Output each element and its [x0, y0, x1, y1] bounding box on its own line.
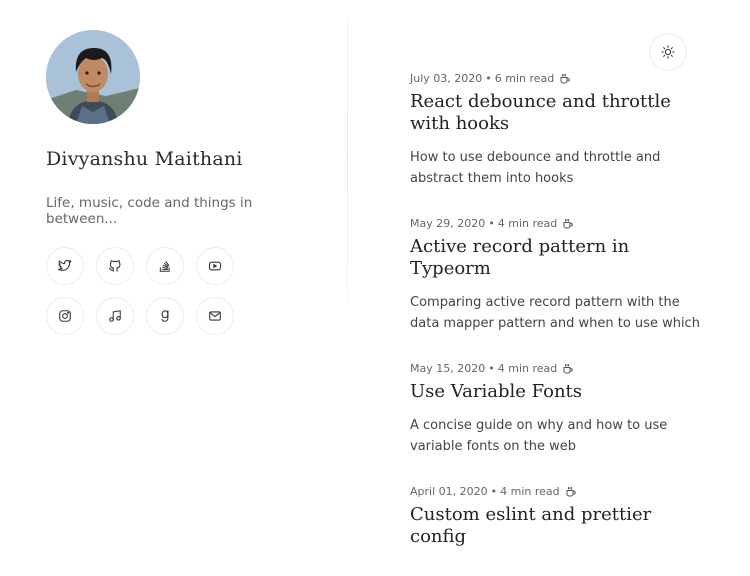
stackoverflow-link[interactable]: [146, 247, 184, 285]
github-icon: [108, 259, 122, 273]
post-read-time: 4 min read: [497, 362, 558, 375]
profile-sidebar: [46, 30, 326, 335]
sun-icon: [661, 45, 675, 59]
post-read-time: 4 min read: [497, 217, 558, 230]
coffee-cup-icon: [559, 73, 571, 85]
post-read-time: 4 min read: [500, 485, 560, 498]
post-title-link[interactable]: Use Variable Fonts: [410, 381, 583, 402]
youtube-link[interactable]: [196, 247, 234, 285]
instagram-link[interactable]: [46, 297, 84, 335]
post-title-link[interactable]: React debounce and throttle with hooks: [410, 91, 671, 134]
youtube-icon: [208, 259, 222, 273]
github-link[interactable]: [96, 247, 134, 285]
coffee-cup-icon: [562, 218, 574, 230]
mail-icon: [208, 309, 222, 323]
music-icon: [108, 309, 122, 323]
post-meta: July 03, 2020 • 6 min read: [410, 72, 700, 85]
twitter-link[interactable]: [46, 247, 84, 285]
post-item: [410, 485, 700, 548]
post-excerpt: A concise guide on why and how to use variable fonts on the web: [410, 418, 668, 454]
post-date: April 01, 2020: [410, 485, 488, 498]
post-meta: May 15, 2020 • 4 min read: [410, 362, 700, 375]
vertical-divider: [347, 18, 348, 300]
post-item: [410, 362, 700, 457]
coffee-cup-icon: [565, 486, 577, 498]
post-meta: April 01, 2020 • 4 min read: [410, 485, 700, 498]
post-meta: May 29, 2020 • 4 min read: [410, 217, 700, 230]
music-link[interactable]: [96, 297, 134, 335]
post-list: [410, 72, 700, 576]
post-title-link[interactable]: Custom eslint and prettier config: [410, 504, 652, 547]
post-date: May 15, 2020: [410, 362, 486, 375]
goodreads-icon: [158, 309, 172, 323]
social-links: [46, 247, 326, 335]
instagram-icon: [58, 309, 72, 323]
post-date: May 29, 2020: [410, 217, 486, 230]
post-read-time: 6 min read: [494, 72, 555, 85]
post-excerpt: Comparing active record pattern with the data mapper pattern and when to use which: [410, 295, 700, 331]
post-item: [410, 72, 700, 189]
twitter-icon: [58, 259, 72, 273]
post-date: July 03, 2020: [410, 72, 483, 85]
theme-toggle-button[interactable]: [649, 33, 687, 71]
coffee-cup-icon: [562, 363, 574, 375]
mail-link[interactable]: [196, 297, 234, 335]
post-title-link[interactable]: Active record pattern in Typeorm: [410, 236, 630, 279]
post-item: [410, 217, 700, 334]
profile-tagline: Life, music, code and things in between...: [46, 195, 253, 227]
post-excerpt: How to use debounce and throttle and abstract them into hooks: [410, 150, 661, 186]
avatar: [46, 30, 140, 124]
profile-name: Divyanshu Maithani: [46, 148, 243, 170]
stackoverflow-icon: [158, 259, 172, 273]
goodreads-link[interactable]: [146, 297, 184, 335]
